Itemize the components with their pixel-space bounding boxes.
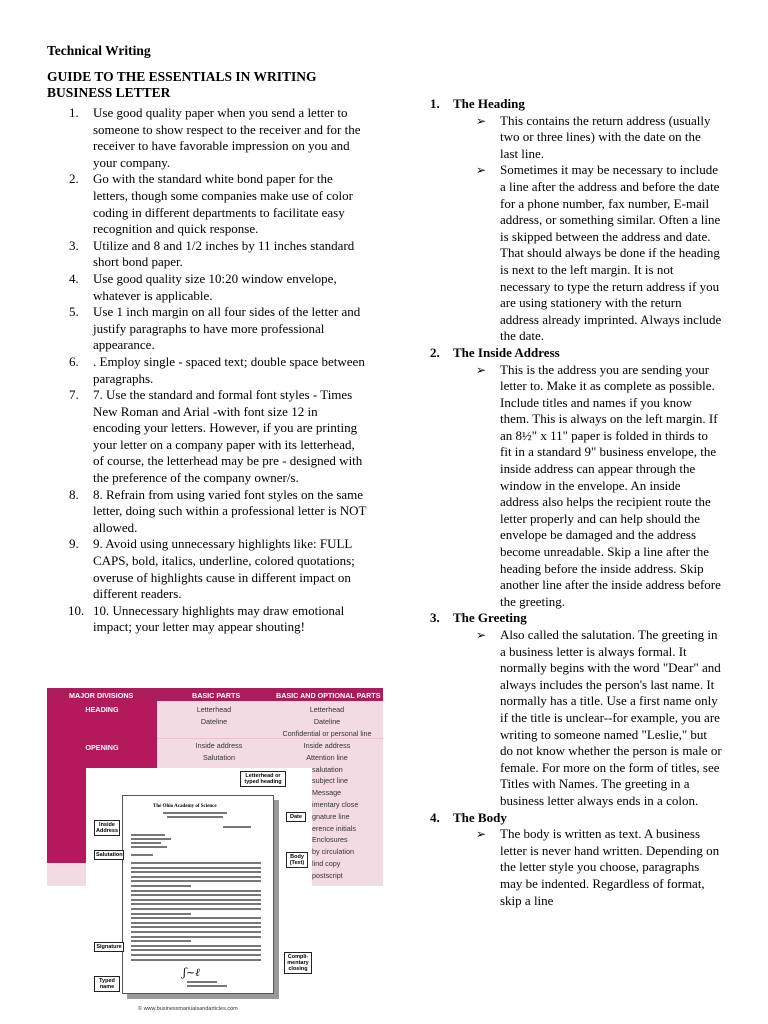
opening-optional-part: Message [312, 788, 342, 798]
section-heading [430, 96, 722, 113]
heading-basic-1: Letterhead [196, 705, 232, 714]
tip-item [47, 105, 367, 171]
tip-text: 7. Use the standard and formal font styles - Times New Roman and Arial -with font size 12 in encoding your letters. However, if you are printing your letter on a company paper with its letterhead, of course, the letterhead may be pre - designed with the preference of the company owner/s. [93, 387, 363, 486]
section-heading [430, 345, 722, 362]
heading-opt-3: Confidential or personal line [282, 729, 372, 738]
tip-number: 6. [69, 353, 79, 369]
tip-text: Use good quality size 10:20 window envelope, whatever is applicable. [93, 270, 337, 303]
tip-number: 2. [69, 171, 79, 187]
signature-scrawl: ʃ~ℓ [183, 966, 200, 979]
section-bullet [430, 362, 722, 611]
bullet-text: The body is written as text. A business letter is never hand written. Depending on the letter style you choose, paragraphs may be indented. Regardless of format, skip a line [500, 826, 720, 908]
tip-item [47, 304, 367, 354]
heading-division: HEADING [47, 701, 157, 743]
section-number: 2. [430, 344, 440, 360]
section-3 [430, 610, 722, 809]
sample-letterhead: The Ohio Academy of Science [153, 804, 217, 809]
tip-number: 9. [69, 536, 79, 552]
section-2 [430, 345, 722, 611]
bullet-text: This is the address you are sending your letter to. Make it as complete as possible. Include titles and names if you know them. This is always on the left margin. If an 8½" x 11" paper is folded in thirds to fit in a standard 9" business envelope, the inside address can appear through the window in the envelope. An inside address also helps the recipient route the letter properly and can help should the envelope be damaged and the address become unreadable. Skip a line after the heading before the inside address. Skip another line after the inside address before the greeting. [500, 361, 721, 609]
callout-date: Date [286, 812, 306, 822]
opening-basic-2: Salutation [203, 753, 235, 762]
section-title: The Heading [453, 96, 525, 111]
tip-text: 9. Avoid using unnecessary highlights like: FULL CAPS, bold, italics, underline, colored quotations; overuse of highlights cause in different impact on different readers. [93, 536, 355, 602]
bullet-text: Also called the salutation. The greeting in a business letter is always formal. It normally begins with the word "Dear" and always includes the person's last name. It normally has a title. Use a first name only if the title is unclear--for example, you are writing to someone named "Leslie," but do not know whether the person is male or female. For more on the form of titles, see Titles with Names. The greeting in a business letter always ends in a colon. [500, 627, 722, 808]
opening-optional-part: salutation [312, 764, 343, 774]
tip-number: 10. [68, 602, 85, 618]
tip-number: 4. [69, 270, 79, 286]
tip-item [47, 238, 367, 271]
callout-complimentary: Compli-mentary closing [284, 952, 312, 974]
section-1 [430, 96, 722, 345]
section-title: The Body [453, 809, 507, 825]
opening-optional-part: lind copy [312, 859, 341, 868]
opening-division: OPENING [47, 739, 157, 863]
opening-optional-part: erence initials [312, 823, 356, 833]
section-bullet [430, 627, 722, 810]
tip-number: 1. [69, 105, 79, 120]
section-bullet [430, 826, 722, 909]
arrow-bullet-icon: ➢ [476, 362, 487, 377]
section-heading [430, 810, 722, 827]
tip-number: 7. [69, 387, 79, 403]
letter-layout-figure [86, 768, 312, 1018]
callout-inside-address: Inside Address [96, 822, 119, 834]
guide-title: GUIDE TO THE ESSENTIALS IN WRITING BUSINESS LETTER [47, 69, 317, 100]
opening-optional-part: Attention line [306, 752, 348, 762]
opening-optional-part: gnature line [312, 811, 350, 821]
section-heading [430, 610, 722, 627]
callout-signature: Signature [94, 942, 124, 952]
opening-optional-part: subject line [312, 776, 348, 786]
tip-item [47, 603, 367, 636]
tip-item [47, 387, 367, 487]
opening-optional-part: imentary close [312, 800, 359, 809]
opening-optional-part: Enclosures [312, 835, 348, 845]
arrow-bullet-icon: ➢ [476, 827, 487, 842]
tip-text: Go with the standard white bond paper for the letters, though some companies make use of color coding in different departments to facilitate easy recognition and quick response. [93, 171, 353, 237]
opening-basic-1: Inside address [195, 741, 243, 750]
right-column [430, 96, 722, 909]
heading-opt-1: Letterhead [309, 705, 345, 714]
bullet-text: Sometimes it may be necessary to include a line after the address and before the date for a phone number, fax number, E-mail address, or something similar. Often a line is skipped between the address and date. That should always be done if the heading is next to the left margin. It is not necessary to type the return address if you are using stationery with the return address already imprinted. Always include the date. [500, 162, 722, 344]
callout-body: Body (Text) [286, 852, 308, 868]
tip-number: 3. [69, 237, 79, 253]
header-basic-optional: BASIC AND OPTIONAL PARTS [276, 691, 381, 700]
tip-text: Use good quality paper when you send a letter to someone to show respect to the receiver and for the receiver to have favorable impression on you and your company. [93, 105, 361, 170]
section-bullet [430, 162, 722, 345]
section-number: 4. [430, 809, 440, 825]
section-bullet [430, 113, 722, 163]
callout-letterhead: Letterhead or typed heading [240, 771, 286, 787]
sample-letter [122, 795, 274, 994]
heading-basic-2: Dateline [200, 717, 228, 726]
section-title: The Greeting [453, 610, 527, 626]
section-number: 3. [430, 610, 440, 626]
tip-item [47, 487, 367, 537]
table-header [47, 688, 383, 701]
opening-optional-part: by circulation [312, 847, 354, 857]
section-title: The Inside Address [453, 344, 560, 360]
tip-text: Use 1 inch margin on all four sides of the letter and justify paragraphs to have more professional appearance. [93, 304, 361, 353]
tip-item [47, 271, 367, 304]
opening-optional-part: Inside address [303, 741, 351, 750]
tip-item [47, 354, 367, 387]
course-title: Technical Writing [47, 43, 151, 58]
figure-source: © www.businessmanualsandarticles.com [138, 1006, 238, 1012]
section-4 [430, 810, 722, 910]
tip-number: 5. [69, 304, 79, 320]
arrow-bullet-icon: ➢ [476, 628, 487, 642]
tips-list [47, 105, 367, 636]
heading-opt-2: Dateline [313, 717, 341, 726]
tip-text: Utilize and 8 and 1/2 inches by 11 inches standard short bond paper. [93, 237, 355, 270]
arrow-bullet-icon: ➢ [476, 163, 487, 178]
header-major-divisions: MAJOR DIVISIONS [69, 691, 134, 700]
arrow-bullet-icon: ➢ [476, 113, 487, 128]
bullet-text: This contains the return address (usually two or three lines) with the date on the last line. [500, 112, 711, 161]
tip-text: . Employ single - spaced text; double space between paragraphs. [93, 353, 365, 386]
tip-item [47, 171, 367, 237]
left-column [47, 43, 367, 636]
row-divider [157, 738, 383, 739]
callout-salutation: Salutation [96, 852, 123, 858]
opening-optional-part: postscript [312, 870, 343, 880]
tip-text: 10. Unnecessary highlights may draw emotional impact; your letter may appear shouting! [93, 602, 345, 635]
tip-number: 8. [69, 486, 79, 502]
section-number: 1. [430, 96, 440, 111]
tip-text: 8. Refrain from using varied font styles on the same letter, doing such within a professional letter is NOT allowed. [93, 486, 367, 535]
tip-item [47, 536, 367, 602]
callout-typed-name: Typed name [94, 976, 120, 992]
header-basic-parts: BASIC PARTS [192, 691, 241, 700]
